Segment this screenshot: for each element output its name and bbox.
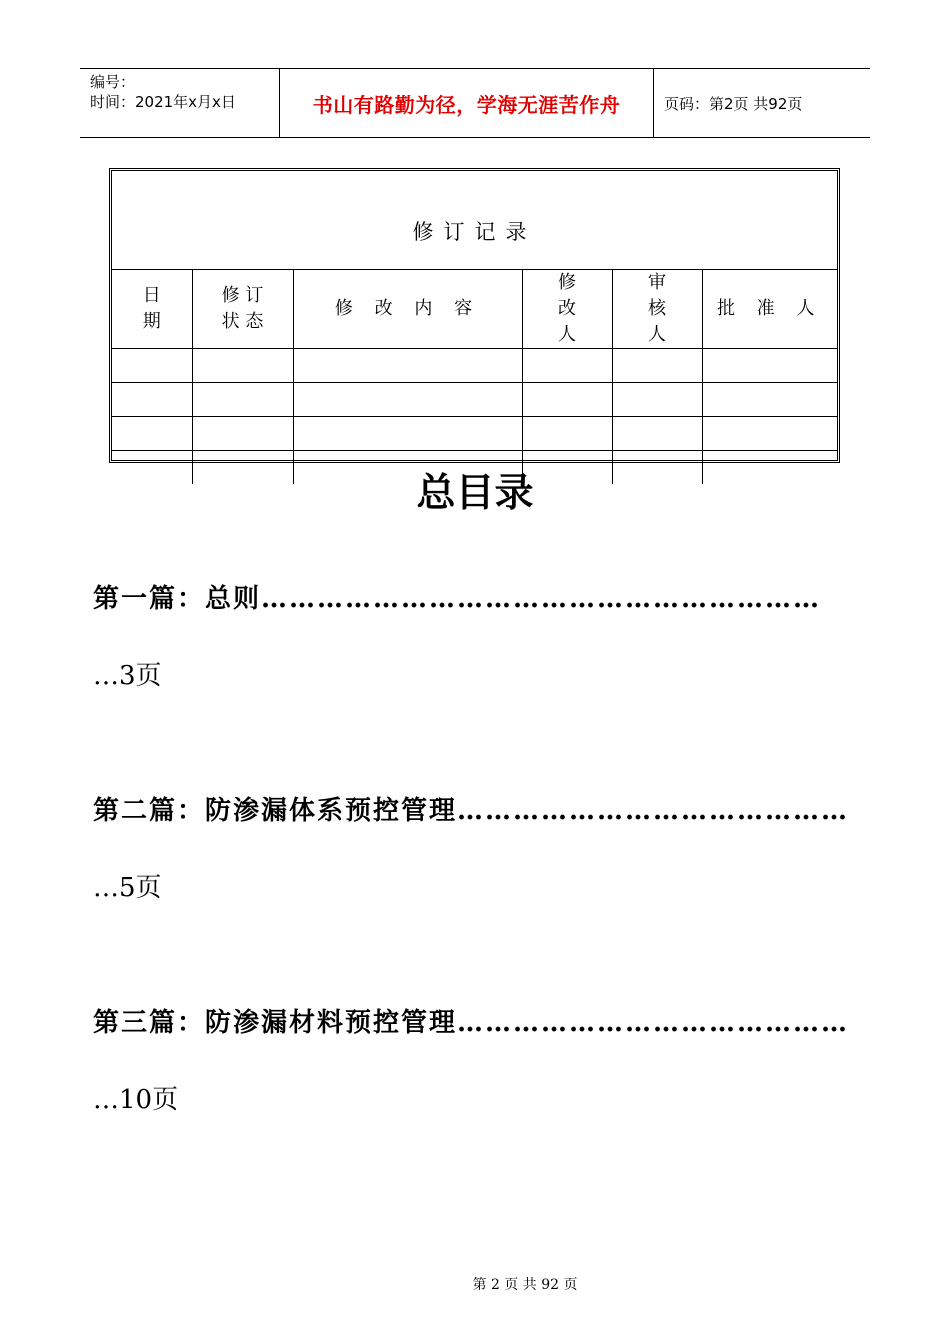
header-motto: 书山有路勤为径，学海无涯苦作舟 xyxy=(280,69,654,137)
table-cell xyxy=(612,349,702,383)
table-row xyxy=(112,383,837,417)
toc-entry-label[interactable]: 第三篇：防渗漏材料预控管理…………………………………… xyxy=(93,1008,850,1038)
toc-title: 总目录 xyxy=(416,470,534,516)
table-row xyxy=(112,417,837,451)
toc-entry-page: …3页 xyxy=(93,661,162,691)
revision-header-row xyxy=(112,270,837,349)
table-cell xyxy=(702,349,837,383)
toc-entry-label[interactable]: 第二篇：防渗漏体系预控管理…………………………………… xyxy=(93,796,850,826)
table-cell xyxy=(702,383,837,417)
table-cell xyxy=(702,417,837,451)
revision-record-table xyxy=(109,168,840,463)
table-cell xyxy=(112,417,192,451)
toc-entry-label[interactable]: 第一篇：总则…………………………………………………… xyxy=(93,584,822,614)
table-cell xyxy=(293,349,522,383)
document-time: 时间：2021年x月x日 xyxy=(90,93,236,111)
toc-entry-page: …10页 xyxy=(93,1085,179,1115)
table-cell xyxy=(612,383,702,417)
table-cell xyxy=(192,417,293,451)
page-footer: 第 2 页 共 92 页 xyxy=(472,1277,578,1293)
revision-title: 修订记录 xyxy=(112,171,837,270)
header-meta xyxy=(80,69,280,137)
column-header-content: 修 改 内 容 xyxy=(293,270,522,349)
header-page-info: 页码：第2页 共92页 xyxy=(664,94,803,113)
column-header-date: 日 期 xyxy=(112,270,192,349)
table-cell xyxy=(293,417,522,451)
table-cell xyxy=(192,349,293,383)
toc-entry-page: …5页 xyxy=(93,873,162,903)
document-number: 编号： xyxy=(90,73,136,91)
table-cell xyxy=(522,383,612,417)
table-cell xyxy=(522,417,612,451)
table-row xyxy=(112,349,837,383)
table-cell xyxy=(612,417,702,451)
table-cell xyxy=(112,383,192,417)
table-cell xyxy=(522,349,612,383)
column-header-revision-status: 修 订 状 态 xyxy=(192,270,293,349)
table-cell xyxy=(192,383,293,417)
column-header-reviewer: 审 核 人 xyxy=(612,270,702,349)
column-header-modifier: 修 改 人 xyxy=(522,270,612,349)
table-cell xyxy=(112,349,192,383)
table-cell xyxy=(293,383,522,417)
column-header-approver: 批 准 人 xyxy=(702,270,837,349)
document-header xyxy=(80,68,870,138)
